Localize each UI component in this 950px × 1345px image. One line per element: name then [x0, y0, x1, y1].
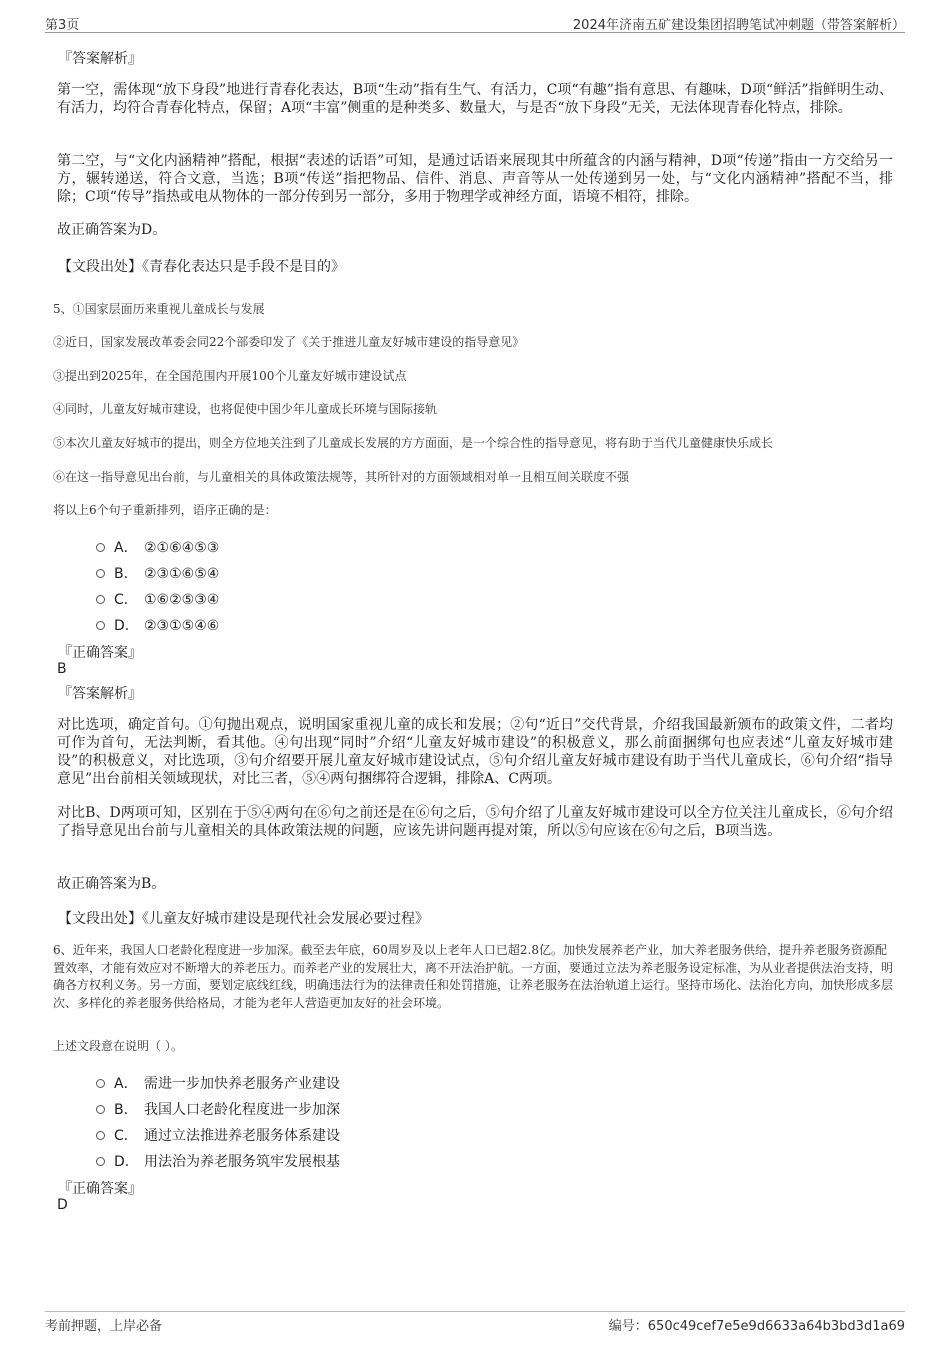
q5-analysis-para-2: 对比B、D两项可知，区别在于⑤④两句在⑥句之前还是在⑥句之后，⑤句介绍了儿童友好城市建设可以全方位关注儿童成长，⑥句介绍了指导意见出台前与儿童相关的具体政策法规的问题，应该先讲问题再提对策，所以⑤句应该在⑥句之后，B项当选。 — [57, 805, 893, 839]
q4-conclusion: 故正确答案为D。 — [57, 222, 167, 238]
radio-icon[interactable] — [96, 1079, 105, 1088]
q5-option-a[interactable]: A． ②①⑥④⑤③ — [96, 537, 219, 555]
q5-line-5: ⑤本次儿童友好城市的提出，则全方位地关注到了儿童成长发展的方方面面，是一个综合性的指导意见，将有助于当代儿童健康快乐成长 — [53, 436, 774, 450]
q5-source: 【文段出处】《儿童友好城市建设是现代社会发展必要过程》 — [58, 911, 429, 927]
footer-slogan: 考前押题，上岸必备 — [45, 1319, 163, 1334]
q5-analysis-para-1: 对比选项，确定首句。①句抛出观点，说明国家重视儿童的成长和发展；②句“近日”交代背景，介绍我国最新颁布的政策文件，二者均可作为首句，无法判断，看其他。④句出现“同时”介绍“儿童友好城市建设”的积极意义，那么前面捆绑句也应表述“儿童友好城市建设”的积极意义，对比选项，③句介绍要开展儿童友好城市建设试点，⑤句介绍儿童友好城市建设有助于当代儿童成长，⑥句介绍“指导意见”出台前相关领域现状，对比三者，⑤④两句捆绑符合逻辑，排除A、C两项。 — [57, 717, 893, 787]
q4-source: 【文段出处】《青春化表达只是手段不是目的》 — [58, 259, 345, 275]
radio-icon[interactable] — [96, 543, 105, 552]
radio-icon[interactable] — [96, 1105, 105, 1114]
q4-analysis-label: 『答案解析』 — [58, 51, 142, 67]
q5-line-6: ⑥在这一指导意见出台前，与儿童相关的具体政策法规等，其所针对的方面领域相对单一且相互间关联度不强 — [53, 470, 630, 484]
q5-answer-label: 『正确答案』 — [58, 645, 142, 661]
q6-answer-label: 『正确答案』 — [58, 1181, 142, 1197]
radio-icon[interactable] — [96, 569, 105, 578]
document-serial: 编号：650c49cef7e5e9d6633a64b3bd3d1a69 — [608, 1319, 905, 1334]
radio-icon[interactable] — [96, 1157, 105, 1166]
page-number: 第3页 — [45, 18, 80, 33]
q5-option-d[interactable]: D． ②③①⑤④⑥ — [96, 615, 219, 633]
radio-icon[interactable] — [96, 621, 105, 630]
q6-option-d[interactable]: D． 用法治为养老服务筑牢发展根基 — [96, 1151, 340, 1169]
q6-stem: 6、近年来，我国人口老龄化程度进一步加深。截至去年底，60周岁及以上老年人口已超2.8亿。加快发展养老产业，加大养老服务供给，提升养老服务资源配置效率，才能有效应对不断增大的养老压力。而养老产业的发展壮大，离不开法治护航。一方面，要通过立法为养老服务设定标准，为从业者提供法治支持，明确各方权利义务。另一方面，要划定底线红线，明确违法行为的法律责任和处罚措施，让养老服务在法治轨道上运行。坚持市场化、法治化方向，加快形成多层次、多样化的养老服务供给格局，才能为老年人营造更加友好的社会环境。 — [53, 943, 894, 1010]
q6-answer: D — [57, 1197, 68, 1213]
q5-line-2: ②近日，国家发展改革委会同22个部委印发了《关于推进儿童友好城市建设的指导意见》 — [53, 335, 525, 349]
radio-icon[interactable] — [96, 1131, 105, 1140]
document-title: 2024年济南五矿建设集团招聘笔试冲刺题（带答案解析） — [572, 18, 905, 33]
q5-answer: B — [57, 661, 67, 677]
q4-analysis-para-1: 第一空，需体现“放下身段”地进行青春化表达，B项“生动”指有生气、有活力，C项“有趣”指有意思、有趣味，D项“鲜活”指鲜明生动、有活力，均符合青春化特点，保留；A项“丰富”侧重的是种类多、数量大，与是否“放下身段”无关，无法体现青春化特点，排除。 — [57, 82, 893, 116]
page-header — [45, 14, 905, 33]
q5-analysis-label: 『答案解析』 — [58, 686, 142, 702]
page-footer — [45, 1311, 905, 1332]
q6-option-c[interactable]: C． 通过立法推进养老服务体系建设 — [96, 1125, 340, 1143]
q5-line-1: 5、①国家层面历来重视儿童成长与发展 — [53, 302, 265, 316]
q6-option-a[interactable]: A． 需进一步加快养老服务产业建设 — [96, 1073, 340, 1091]
q5-option-b[interactable]: B． ②③①⑥⑤④ — [96, 563, 219, 581]
radio-icon[interactable] — [96, 595, 105, 604]
q5-option-c[interactable]: C． ①⑥②⑤③④ — [96, 589, 219, 607]
q5-line-3: ③提出到2025年，在全国范围内开展100个儿童友好城市建设试点 — [53, 369, 407, 383]
q5-conclusion: 故正确答案为B。 — [57, 876, 166, 892]
q5-prompt: 将以上6个句子重新排列，语序正确的是： — [53, 503, 277, 517]
q5-line-4: ④同时，儿童友好城市建设，也将促使中国少年儿童成长环境与国际接轨 — [53, 402, 438, 416]
q6-option-b[interactable]: B． 我国人口老龄化程度进一步加深 — [96, 1099, 340, 1117]
q4-analysis-para-2: 第二空，与“文化内涵精神”搭配，根据“表述的话语”可知，是通过话语来展现其中所蕴含的内涵与精神，D项“传递”指由一方交给另一方，辗转递送，符合文意，当选；B项“传送”指把物品、信件、消息、声音等从一处传递到另一处，与“文化内涵精神”搭配不当，排除；C项“传导”指热或电从物体的一部分传到另一部分，多用于物理学或神经方面，语境不相符，排除。 — [57, 153, 893, 205]
q6-question: 上述文段意在说明（ ）。 — [53, 1039, 183, 1053]
